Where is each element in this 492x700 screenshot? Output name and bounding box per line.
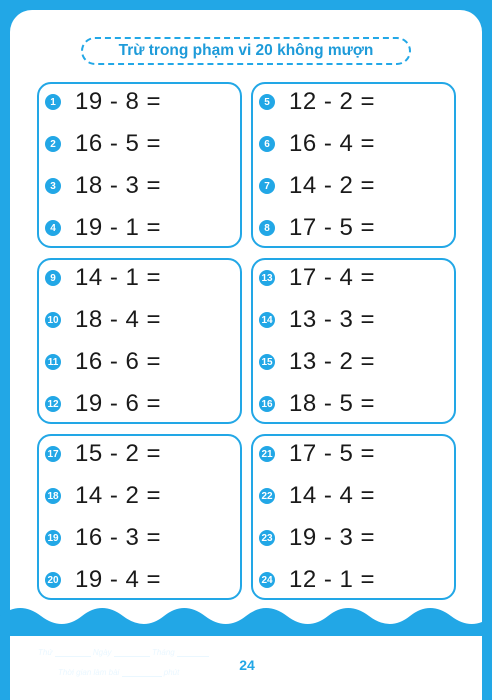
number-badge: 20 [45,572,61,588]
exercise-panel-6 [251,434,456,600]
worksheet-title: Trừ trong phạm vi 20 không mượn [81,37,411,65]
exercise-panel-4 [251,258,456,424]
time-label: Thời gian làm bài [58,668,120,677]
exercise-row [253,130,375,158]
subtraction-expression[interactable]: 17 - 5 = [289,440,376,467]
number-badge: 18 [45,488,61,504]
exercise-row [39,214,161,242]
exercise-row [253,524,375,552]
number-badge: 23 [259,530,275,546]
subtraction-expression[interactable]: 14 - 2 = [289,172,376,199]
number-badge: 22 [259,488,275,504]
rating-label: Rất tốt! [372,654,398,664]
number-badge: 19 [45,530,61,546]
number-badge: 15 [259,354,275,370]
number-badge: 7 [259,178,275,194]
exercise-row [39,172,161,200]
subtraction-expression[interactable]: 19 - 1 = [75,214,162,241]
number-badge: 1 [45,94,61,110]
day-field[interactable] [55,656,91,657]
subtraction-expression[interactable]: 17 - 5 = [289,214,376,241]
subtraction-expression[interactable]: 18 - 4 = [75,306,162,333]
rating-rất-tốt[interactable] [356,653,398,665]
smiley-icon [292,653,306,665]
subtraction-expression[interactable]: 12 - 2 = [289,88,376,115]
number-badge: 6 [259,136,275,152]
exercise-row [253,348,375,376]
exercise-row [39,390,161,418]
number-badge: 8 [259,220,275,236]
rating-giỏi-lắm[interactable] [292,653,340,665]
number-badge: 13 [259,270,275,286]
subtraction-expression[interactable]: 16 - 4 = [289,130,376,157]
subtraction-expression[interactable]: 19 - 8 = [75,88,162,115]
number-badge: 5 [259,94,275,110]
date-field[interactable] [114,656,150,657]
exercise-row [39,524,161,552]
subtraction-expression[interactable]: 14 - 2 = [75,482,162,509]
footer-bar [0,620,492,700]
minute-label: phút [163,668,180,677]
exercise-panel-2 [251,82,456,248]
exercise-row [39,348,161,376]
subtraction-expression[interactable]: 14 - 4 = [289,482,376,509]
exercise-row [253,172,375,200]
number-badge: 11 [45,354,61,370]
exercise-panel-5 [37,434,242,600]
exercise-row [253,390,375,418]
number-badge: 4 [45,220,61,236]
subtraction-expression[interactable]: 16 - 5 = [75,130,162,157]
number-badge: 21 [259,446,275,462]
exercise-row [253,88,375,116]
exercise-row [253,264,375,292]
subtraction-expression[interactable]: 16 - 3 = [75,524,162,551]
number-badge: 17 [45,446,61,462]
subtraction-expression[interactable]: 18 - 3 = [75,172,162,199]
subtraction-expression[interactable]: 14 - 1 = [75,264,162,291]
day-label: Thứ [38,648,53,657]
exercise-row [39,306,161,334]
exercise-row [253,566,375,594]
rating-label: Cố lên! [432,654,458,664]
exercise-row [253,440,375,468]
number-badge: 9 [45,270,61,286]
exercise-row [253,214,375,242]
time-field[interactable] [122,676,162,677]
exercise-row [39,88,161,116]
rating-label: Giỏi lắm! [308,654,340,664]
number-badge: 14 [259,312,275,328]
exercise-row [253,482,375,510]
smiley-icon [356,653,370,665]
subtraction-expression[interactable]: 19 - 4 = [75,566,162,593]
exercise-row [253,306,375,334]
date-label: Ngày [92,648,112,657]
smiley-icon [416,653,430,665]
number-badge: 10 [45,312,61,328]
page-number: 24 [232,650,262,680]
subtraction-expression[interactable]: 16 - 6 = [75,348,162,375]
subtraction-expression[interactable]: 13 - 2 = [289,348,376,375]
subtraction-expression[interactable]: 18 - 5 = [289,390,376,417]
rating-cố-lên[interactable] [416,653,457,665]
exercise-panel-3 [37,258,242,424]
subtraction-expression[interactable]: 12 - 1 = [289,566,376,593]
month-field[interactable] [177,656,209,657]
exercise-row [39,566,161,594]
time-line [58,668,179,677]
number-badge: 24 [259,572,275,588]
exercise-row [39,440,161,468]
exercise-row [39,264,161,292]
exercise-row [39,482,161,510]
number-badge: 16 [259,396,275,412]
number-badge: 3 [45,178,61,194]
exercise-panel-1 [37,82,242,248]
date-line [38,648,209,657]
exercise-row [39,130,161,158]
subtraction-expression[interactable]: 19 - 6 = [75,390,162,417]
subtraction-expression[interactable]: 19 - 3 = [289,524,376,551]
number-badge: 12 [45,396,61,412]
number-badge: 2 [45,136,61,152]
subtraction-expression[interactable]: 15 - 2 = [75,440,162,467]
subtraction-expression[interactable]: 13 - 3 = [289,306,376,333]
subtraction-expression[interactable]: 17 - 4 = [289,264,376,291]
month-label: Tháng [152,648,175,657]
